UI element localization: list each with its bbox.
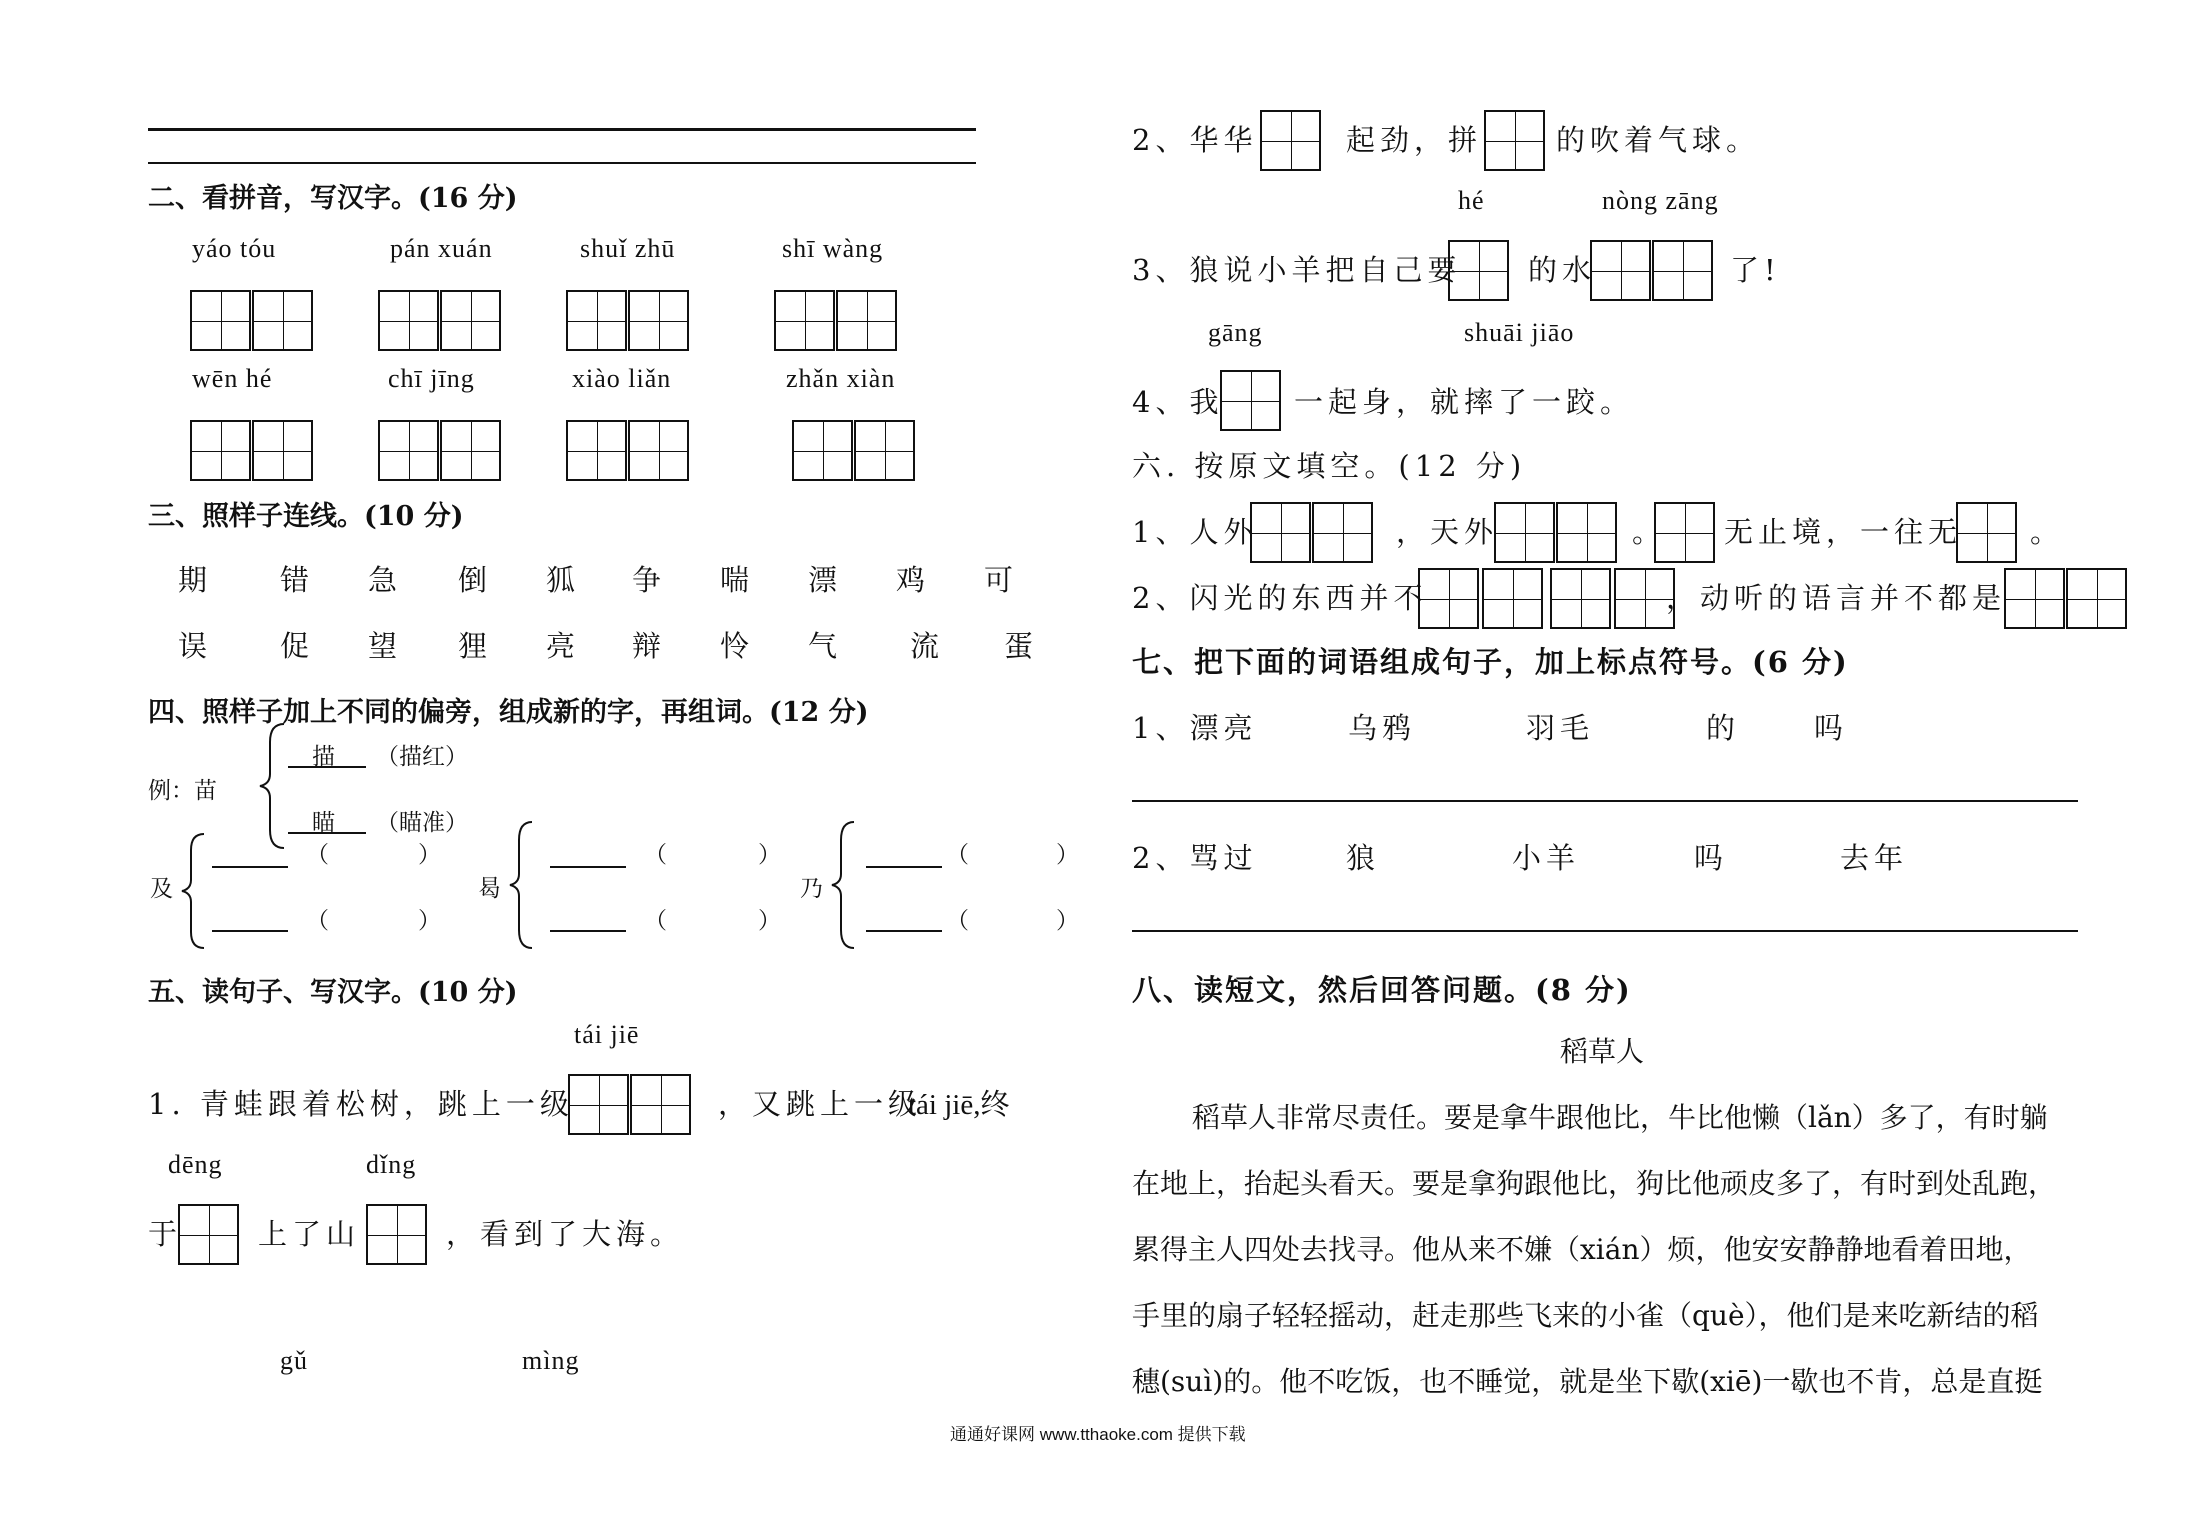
story-line: 累得主人四处去找寻。他从来不嫌（xián）烦，他安安静静地看着田地， (1132, 1233, 2032, 1266)
paren-open: （ (644, 908, 667, 934)
fill-text: 。 (2030, 515, 2065, 549)
pinyin-prompt: gǔ (280, 1346, 308, 1375)
char-box[interactable] (774, 290, 835, 351)
char-box[interactable] (568, 1074, 629, 1135)
pinyin-prompt: shuāi jiāo (1464, 318, 1575, 347)
word-item: 1、漂亮 (1132, 711, 1258, 745)
word-item: 乌鸦 (1348, 711, 1417, 745)
sentence-text: ，看到了大海。 (446, 1217, 685, 1251)
match-char[interactable]: 流 (910, 629, 940, 663)
paren-close: ） (758, 908, 781, 934)
match-char[interactable]: 漂 (808, 563, 838, 597)
match-char[interactable]: 急 (368, 563, 398, 597)
char-box[interactable] (1418, 568, 1479, 629)
sentence-text: 起劲，拼 (1346, 123, 1483, 157)
pinyin-prompt: xiào liǎn (572, 364, 672, 393)
paren-close: ） (418, 908, 441, 934)
char-box[interactable] (1556, 502, 1617, 563)
pinyin-prompt: mìng (522, 1346, 580, 1375)
match-char[interactable]: 辩 (632, 629, 662, 663)
match-char[interactable]: 促 (280, 629, 310, 663)
top-rule (148, 128, 976, 131)
fill-text: ，动听的语言并不都是 (1666, 581, 2007, 615)
paren-close: ） (758, 842, 781, 868)
sentence-text: 1. 青蛙跟着松树，跳上一级 (148, 1087, 574, 1121)
char-box[interactable] (1482, 568, 1543, 629)
char-box[interactable] (1220, 370, 1281, 431)
char-box[interactable] (1956, 502, 2017, 563)
sentence-text: tái jiē,终 (908, 1089, 1010, 1121)
match-char[interactable]: 误 (178, 629, 208, 663)
answer-line[interactable] (1132, 800, 2078, 802)
paren-open: （ (946, 842, 969, 868)
match-char[interactable]: 狸 (458, 629, 488, 663)
section-7-title: 七、把下面的词语组成句子，加上标点符号。(6 分) (1132, 645, 1849, 679)
answer-blank[interactable] (866, 930, 942, 932)
char-box[interactable] (792, 420, 853, 481)
base-char: 乃 (800, 876, 823, 902)
section-8-title: 八、读短文，然后回答问题。(8 分) (1132, 973, 1632, 1007)
example-char-2: 瞄 (312, 810, 335, 836)
sentence-text: 上了山 (258, 1217, 361, 1251)
section-3-title: 三、照样子连线。(10 分) (148, 501, 464, 532)
answer-blank[interactable] (866, 866, 942, 868)
word-item: 去年 (1840, 841, 1909, 875)
char-box[interactable] (630, 1074, 691, 1135)
char-box[interactable] (566, 290, 627, 351)
word-item: 的 (1706, 711, 1741, 745)
sentence-text: 一起身，就摔了一跤。 (1294, 385, 1635, 419)
sentence-text: 于 (148, 1217, 183, 1251)
sentence-text: 了! (1730, 253, 1781, 287)
section-2-title: 二、看拼音，写汉字。(16 分) (148, 183, 518, 214)
answer-blank[interactable] (212, 930, 288, 932)
char-box[interactable] (1590, 240, 1651, 301)
brace-3 (830, 820, 858, 950)
pinyin-prompt: chī jīng (388, 364, 475, 393)
match-char[interactable]: 鸡 (896, 563, 926, 597)
char-box[interactable] (1654, 502, 1715, 563)
word-item: 羽毛 (1526, 711, 1595, 745)
word-item: 小羊 (1512, 841, 1581, 875)
answer-blank[interactable] (212, 866, 288, 868)
pinyin-prompt: shī wàng (782, 234, 884, 263)
story-line: 穗(suì)的。他不吃饭，也不睡觉，就是坐下歇(xiē)一歇也不肯，总是直挺 (1132, 1365, 2043, 1398)
char-box[interactable] (1260, 110, 1321, 171)
match-char[interactable]: 蛋 (1004, 629, 1034, 663)
match-char[interactable]: 怜 (720, 629, 750, 663)
section-4-title: 四、照样子加上不同的偏旁，组成新的字，再组词。(12 分) (148, 697, 869, 728)
word-item: 狼 (1346, 841, 1381, 875)
pinyin-prompt: pán xuán (390, 234, 493, 263)
example-word-1: （描红） (376, 744, 468, 770)
pinyin-prompt: nòng zāng (1602, 186, 1719, 215)
char-box[interactable] (628, 420, 689, 481)
sentence-text: 3、狼说小羊把自己要 (1132, 253, 1462, 287)
char-box[interactable] (378, 420, 439, 481)
char-box[interactable] (1484, 110, 1545, 171)
section-6-title: 六. 按原文填空。(12 分) (1132, 449, 1527, 483)
pinyin-prompt: dēng (168, 1150, 223, 1179)
char-box[interactable] (628, 290, 689, 351)
example-word-2: （瞄准） (376, 810, 468, 836)
pinyin-prompt: zhǎn xiàn (786, 364, 896, 393)
match-char[interactable]: 错 (280, 563, 310, 597)
char-box[interactable] (2066, 568, 2127, 629)
char-box[interactable] (378, 290, 439, 351)
base-char: 及 (150, 876, 173, 902)
char-box[interactable] (366, 1204, 427, 1265)
brace-1 (180, 832, 208, 950)
sentence-text: ，又跳上一级 (718, 1087, 923, 1121)
match-char[interactable]: 期 (178, 563, 208, 597)
answer-line[interactable] (1132, 930, 2078, 932)
word-item: 2、骂过 (1132, 841, 1258, 875)
char-box[interactable] (440, 290, 501, 351)
word-item: 吗 (1694, 841, 1729, 875)
page-footer: 通通好课网 www.tthaoke.com 提供下载 (950, 1425, 1246, 1444)
brace-2 (508, 820, 536, 950)
paren-open: （ (306, 908, 329, 934)
paren-open: （ (306, 842, 329, 868)
char-box[interactable] (1250, 502, 1311, 563)
char-box[interactable] (836, 290, 897, 351)
pinyin-prompt: yáo tóu (192, 234, 277, 263)
fill-text: 1、人外 (1132, 515, 1258, 549)
story-title: 稻草人 (1560, 1035, 1645, 1068)
sentence-text: 的吹着气球。 (1556, 123, 1761, 157)
paren-close: ） (1056, 842, 1079, 868)
char-box[interactable] (178, 1204, 239, 1265)
match-char[interactable]: 可 (984, 563, 1014, 597)
example-label: 例：苗 (148, 778, 217, 804)
pinyin-prompt: tái jiē (574, 1020, 640, 1049)
match-char[interactable]: 狐 (546, 563, 576, 597)
section-5-title: 五、读句子、写汉字。(10 分) (148, 977, 518, 1008)
char-box[interactable] (566, 420, 627, 481)
char-box[interactable] (1494, 502, 1555, 563)
char-box[interactable] (2004, 568, 2065, 629)
pinyin-prompt: wēn hé (192, 364, 273, 393)
char-box[interactable] (1550, 568, 1611, 629)
char-box[interactable] (854, 420, 915, 481)
example-char-1: 描 (312, 744, 335, 770)
match-char[interactable]: 气 (808, 629, 838, 663)
second-rule (148, 162, 976, 164)
paren-open: （ (644, 842, 667, 868)
match-char[interactable]: 争 (632, 563, 662, 597)
match-char[interactable]: 喘 (720, 563, 750, 597)
char-box[interactable] (252, 290, 313, 351)
fill-text: ，天外 (1396, 515, 1499, 549)
paren-open: （ (946, 908, 969, 934)
story-line: 手里的扇子轻轻摇动，赶走那些飞来的小雀（què），他们是来吃新结的稻 (1132, 1299, 2039, 1332)
fill-text: 2、闪光的东西并不 (1132, 581, 1428, 615)
char-box[interactable] (190, 290, 251, 351)
story-line: 在地上，抬起头看天。要是拿狗跟他比，狗比他顽皮多了，有时到处乱跑， (1132, 1167, 2057, 1200)
char-box[interactable] (252, 420, 313, 481)
char-box[interactable] (190, 420, 251, 481)
match-char[interactable]: 望 (368, 629, 398, 663)
pinyin-prompt: hé (1458, 186, 1485, 215)
char-box[interactable] (1652, 240, 1713, 301)
sentence-text: 的水 (1528, 253, 1597, 287)
story-line: 稻草人非常尽责任。要是拿牛跟他比，牛比他懒（lǎn）多了，有时躺 (1192, 1101, 2048, 1134)
match-char[interactable]: 亮 (546, 629, 576, 663)
fill-text: 。 (1632, 515, 1667, 549)
example-underline (288, 832, 366, 834)
char-box[interactable] (440, 420, 501, 481)
match-char[interactable]: 倒 (458, 563, 488, 597)
answer-blank[interactable] (550, 866, 626, 868)
pinyin-prompt: dǐng (366, 1150, 417, 1179)
char-box[interactable] (1312, 502, 1373, 563)
paren-close: ） (1056, 908, 1079, 934)
sentence-text: 4、我 (1132, 385, 1224, 419)
sentence-text: 2、华华 (1132, 123, 1258, 157)
base-char: 曷 (478, 876, 501, 902)
answer-blank[interactable] (550, 930, 626, 932)
pinyin-prompt: shuǐ zhū (580, 234, 676, 263)
paren-close: ） (418, 842, 441, 868)
word-item: 吗 (1814, 711, 1849, 745)
example-underline (288, 766, 366, 768)
char-box[interactable] (1448, 240, 1509, 301)
example-brace (258, 722, 288, 850)
fill-text: 无止境，一往无 (1724, 515, 1963, 549)
pinyin-prompt: gāng (1208, 318, 1263, 347)
